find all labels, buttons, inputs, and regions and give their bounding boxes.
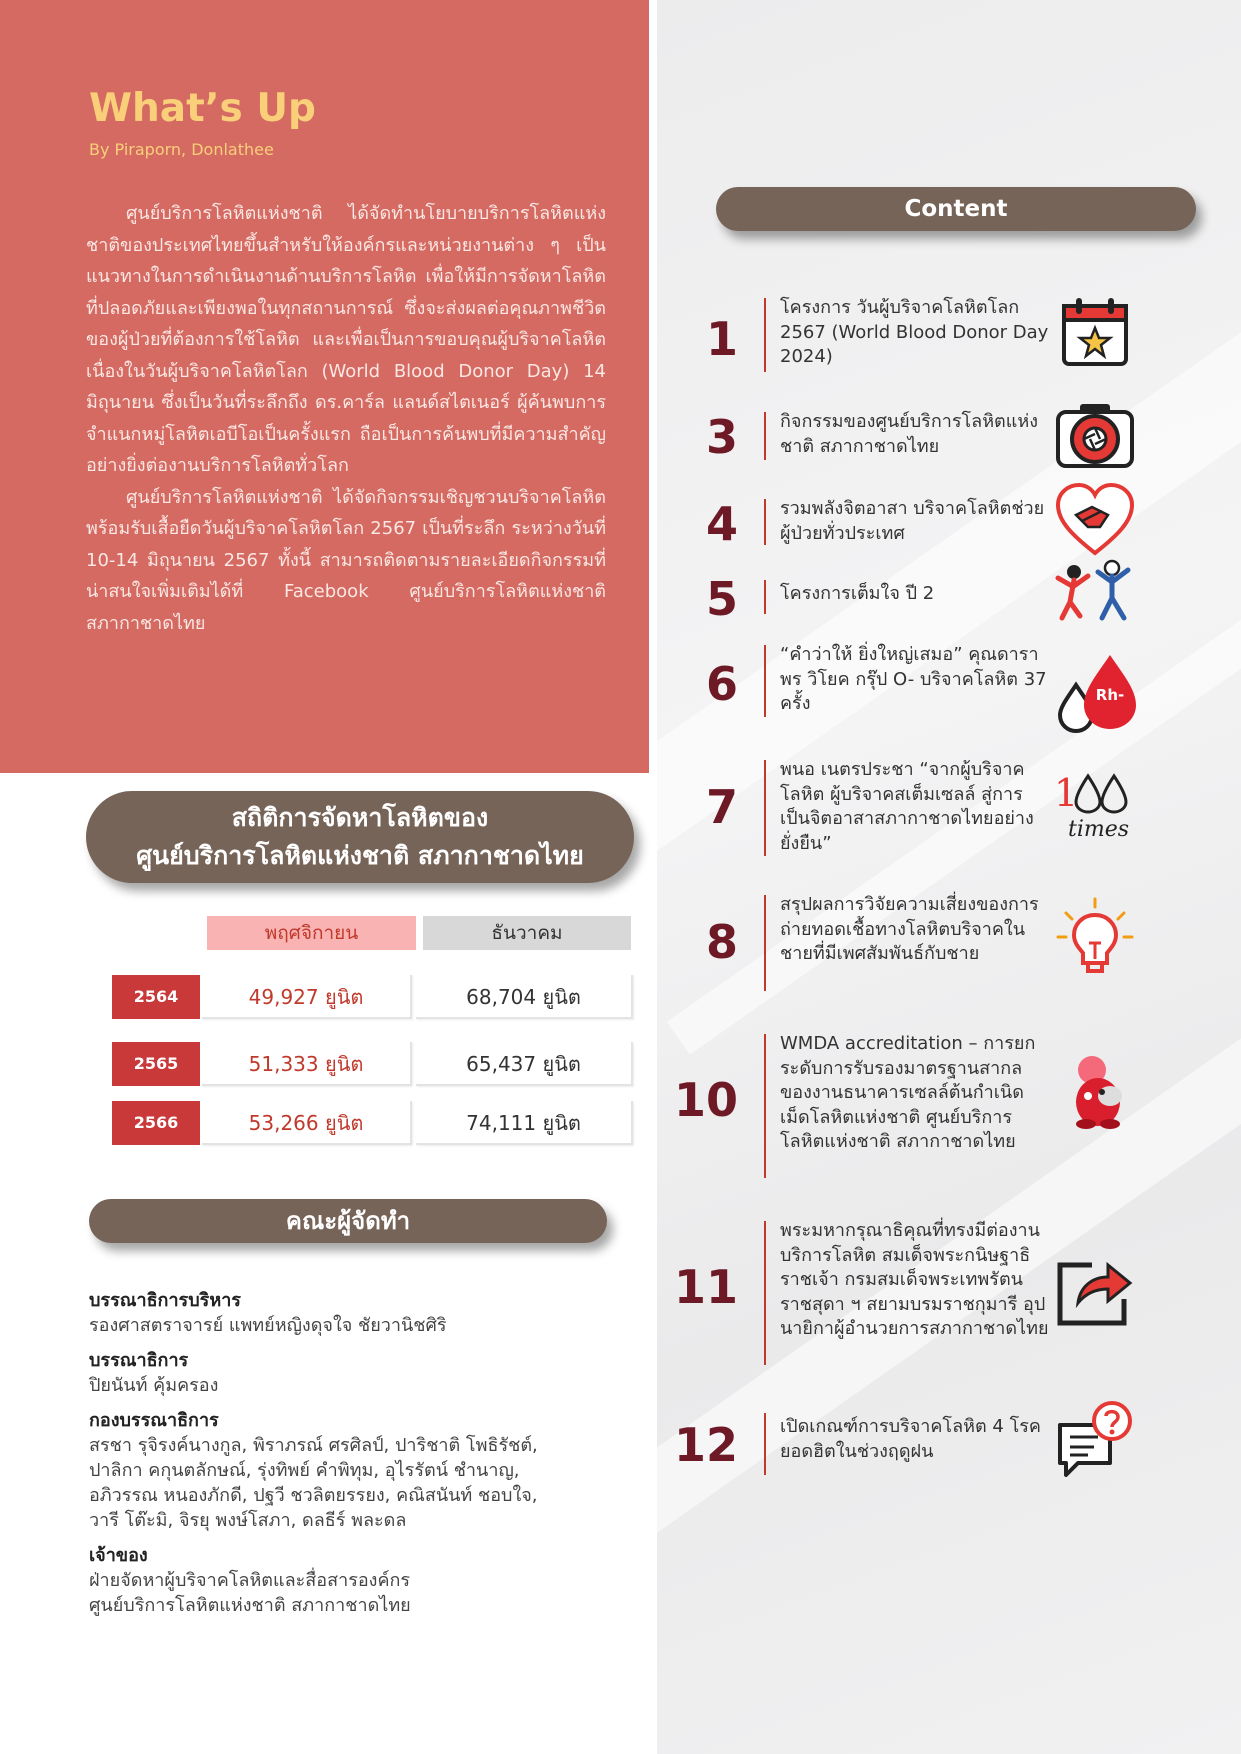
- toc-item[interactable]: [673, 1219, 1140, 1367]
- times-label: times: [1068, 817, 1130, 842]
- toc-item[interactable]: [680, 643, 1140, 719]
- intro-paragraph: ศูนย์บริการโลหิตแห่งชาติ ได้จัดทำนโยบายบริการโลหิตแห่งชาติของประเทศไทยขึ้นสำหรับให้องค์กรและหน่วยงานต่าง ๆ เป็นแนวทางในการดำเนินงานด้านบริการโลหิต เพื่อให้มีการจัดหาโลหิตที่ปลอดภัยและเพียงพอในทุกสถานการณ์ ซึ่งจะส่งผลต่อคุณภาพชีวิตของผู้ป่วยที่ต้องการใช้โลหิต และเพื่อเป็นการขอบคุณผู้บริจาคโลหิต เนื่องในวันผู้บริจาคโลหิตโลก (World Blood Donor Day) 14 มิถุนายน ซึ่งเป็นวันที่ระลึกถึง ดร.คาร์ล แลนด์สไตเนอร์ ผู้ค้นพบการจำแนกหมู่โลหิตเอบีโอเป็นครั้งแรก ถือเป็นการค้นพบที่มีความสำคัญอย่างยิ่งต่องานบริการโลหิตทั่วโลก: [86, 203, 606, 476]
- toc-item[interactable]: [680, 893, 1140, 993]
- toc-item[interactable]: [680, 758, 1140, 858]
- november-value: 51,333 ยูนิต: [202, 1042, 412, 1086]
- toc-page-number: 4: [705, 497, 738, 551]
- toc-title: “คำว่าให้ ยิ่งใหญ่เสมอ” คุณดาราพร วิโยค กรุ๊ป O- บริจาคโลหิต 37 ครั้ง: [780, 644, 1047, 714]
- toc-divider: [764, 412, 766, 460]
- november-value: 49,927 ยูนิต: [202, 975, 412, 1019]
- toc-title: โครงการ วันผู้บริจาคโลหิตโลก 2567 (World Blood Donor Day 2024): [780, 297, 1049, 367]
- contents-title-pill: Content: [716, 187, 1196, 231]
- intro-text: [86, 198, 606, 639]
- stats-title-line: ศูนย์บริการโลหิตแห่งชาติ สภากาชาดไทย: [136, 841, 584, 870]
- stats-title-pill: [86, 791, 634, 883]
- credit-line: วารี โต๊ะมิ, จิรยุ พงษ์โสภา, ดลธีร์ พละดล: [89, 1510, 407, 1531]
- intro-section: [0, 0, 649, 773]
- question-chat-icon: [1052, 1397, 1138, 1483]
- toc-page-number: 6: [705, 657, 738, 711]
- 100-times-icon: [1052, 766, 1138, 852]
- rh-label: Rh-: [1095, 686, 1125, 704]
- credit-block: [89, 1289, 629, 1338]
- toc-divider: [764, 499, 766, 545]
- toc-page-number: 8: [705, 915, 738, 969]
- credit-line: ฝ่ายจัดหาผู้บริจาคโลหิตและสื่อสารองค์กร: [89, 1570, 411, 1591]
- credit-line: สรชา รุจิรงค์นางกูล, พิราภรณ์ ศรศิลป์, ปาริชาติ โพธิรัชต์,: [89, 1435, 538, 1456]
- toc-divider: [764, 645, 766, 717]
- toc-title: กิจกรรมของศูนย์บริการโลหิตแห่งชาติ สภากาชาดไทย: [780, 411, 1039, 457]
- toc-divider: [764, 895, 766, 991]
- toc-divider: [764, 580, 766, 614]
- toc-page-number: 1: [705, 312, 738, 366]
- camera-icon: [1052, 392, 1138, 478]
- credits-title-pill: คณะผู้จัดทำ: [89, 1199, 607, 1243]
- jumping-people-icon: [1052, 552, 1138, 638]
- share-icon: [1052, 1247, 1138, 1333]
- credit-block: [89, 1349, 629, 1398]
- lightbulb-icon: [1052, 893, 1138, 979]
- column-header-november: พฤศจิกายน: [207, 916, 416, 950]
- credit-line: อภิวรรณ หนองภักดี, ปฐวี ชวลิตยรรยง, คณิสนันท์ ชอบใจ,: [89, 1485, 538, 1506]
- credit-heading: บรรณาธิการบริหาร: [89, 1290, 241, 1311]
- heart-hands-icon: [1052, 477, 1138, 563]
- credit-line: ศูนย์บริการโลหิตแห่งชาติ สภากาชาดไทย: [89, 1595, 411, 1616]
- toc-item[interactable]: [680, 410, 1140, 462]
- toc-title: สรุปผลการวิจัยความเสี่ยงของการถ่ายทอดเชื้อทางโลหิตบริจาคในชายที่มีเพศสัมพันธ์กับชาย: [780, 894, 1039, 964]
- toc-title: WMDA accreditation – การยกระดับการรับรองมาตรฐานสากลของงานธนาคารเซลล์ต้นกำเนิดเม็ดโลหิตแห่งชาติ ศูนย์บริการโลหิตแห่งชาติ สภากาชาดไทย: [780, 1033, 1036, 1152]
- credit-block: [89, 1409, 629, 1533]
- toc-page-number: 10: [673, 1073, 738, 1127]
- year-label: 2565: [112, 1042, 200, 1086]
- toc-title: โครงการเต็มใจ ปี 2: [780, 583, 935, 604]
- credit-heading: เจ้าของ: [89, 1545, 148, 1566]
- december-value: 74,111 ยูนิต: [416, 1101, 633, 1145]
- toc-divider: [764, 298, 766, 372]
- column-header-december: ธันวาคม: [423, 916, 631, 950]
- stats-title-line: สถิติการจัดหาโลหิตของ: [231, 803, 489, 832]
- year-label: 2564: [112, 975, 200, 1019]
- toc-page-number: 12: [673, 1418, 738, 1472]
- toc-page-number: 5: [705, 572, 738, 626]
- toc-title: พระมหากรุณาธิคุณที่ทรงมีต่องานบริการโลหิต สมเด็จพระกนิษฐาธิราชเจ้า กรมสมเด็จพระเทพรัตนราชสุดา ฯ สยามบรมราชกุมารี อุปนายิกาผู้อำนวยการสภากาชาดไทย: [780, 1220, 1049, 1339]
- toc-divider: [764, 1221, 766, 1365]
- credits-list: [89, 1289, 629, 1629]
- background-diagonal-stripes: [657, 0, 1241, 1754]
- november-value: 53,266 ยูนิต: [202, 1101, 412, 1145]
- toc-item[interactable]: [673, 1415, 1140, 1475]
- toc-page-number: 7: [705, 780, 738, 834]
- toc-item[interactable]: [680, 296, 1140, 376]
- credit-heading: กองบรรณาธิการ: [89, 1410, 219, 1431]
- toc-divider: [764, 1034, 766, 1178]
- toc-divider: [764, 1413, 766, 1475]
- intro-paragraph: ศูนย์บริการโลหิตแห่งชาติ ได้จัดกิจกรรมเชิญชวนบริจาคโลหิต พร้อมรับเสื้อยืดวันผู้บริจาคโลหิตโลก 2567 เป็นที่ระลึก ระหว่างวันที่ 10-14 มิถุนายน 2567 ทั้งนี้ สามารถติดตามรายละเอียดกิจกรรมที่น่าสนใจเพิ่มเติมได้ที่ Facebook ศูนย์บริการโลหิตแห่งชาติ สภากาชาดไทย: [86, 486, 606, 634]
- mascot-icon: [1052, 1048, 1138, 1134]
- toc-divider: [764, 760, 766, 856]
- author-byline: By Piraporn, Donlathee: [89, 140, 274, 159]
- credit-line: ปิยนันท์ คุ้มครอง: [89, 1375, 219, 1396]
- credit-heading: บรรณาธิการ: [89, 1350, 189, 1371]
- toc-item[interactable]: [673, 1032, 1140, 1180]
- year-label: 2566: [112, 1101, 200, 1145]
- toc-page-number: 3: [705, 410, 738, 464]
- december-value: 65,437 ยูนิต: [416, 1042, 633, 1086]
- credit-line: รองศาสตราจารย์ แพทย์หญิงดุจใจ ชัยวานิชศิริ: [89, 1315, 447, 1336]
- toc-item[interactable]: [680, 497, 1140, 551]
- toc-page-number: 11: [673, 1260, 738, 1314]
- toc-title: เปิดเกณฑ์การบริจาคโลหิต 4 โรคยอดฮิตในช่วงฤดูฝน: [780, 1416, 1041, 1462]
- toc-title: รวมพลังจิตอาสา บริจาคโลหิตช่วยผู้ป่วยทั่วประเทศ: [780, 498, 1045, 544]
- toc-item[interactable]: [680, 572, 1140, 626]
- page-title: What’s Up: [89, 86, 316, 131]
- credit-block: [89, 1544, 629, 1618]
- calendar-star-icon: [1052, 292, 1138, 378]
- blood-drop-rh-icon: [1052, 651, 1138, 737]
- credit-line: ปาลิกา คกุนตลักษณ์, รุ่งทิพย์ คำพิทุม, อุไรรัตน์ ชำนาญ,: [89, 1460, 520, 1481]
- svg-text:1: 1: [1054, 771, 1079, 815]
- december-value: 68,704 ยูนิต: [416, 975, 633, 1019]
- toc-title: พนอ เนตรประชา “จากผู้บริจาคโลหิต ผู้บริจาคสเต็มเซลล์ สู่การเป็นจิตอาสาสภากาชาดไทยอย่างยั่งยืน”: [780, 759, 1034, 854]
